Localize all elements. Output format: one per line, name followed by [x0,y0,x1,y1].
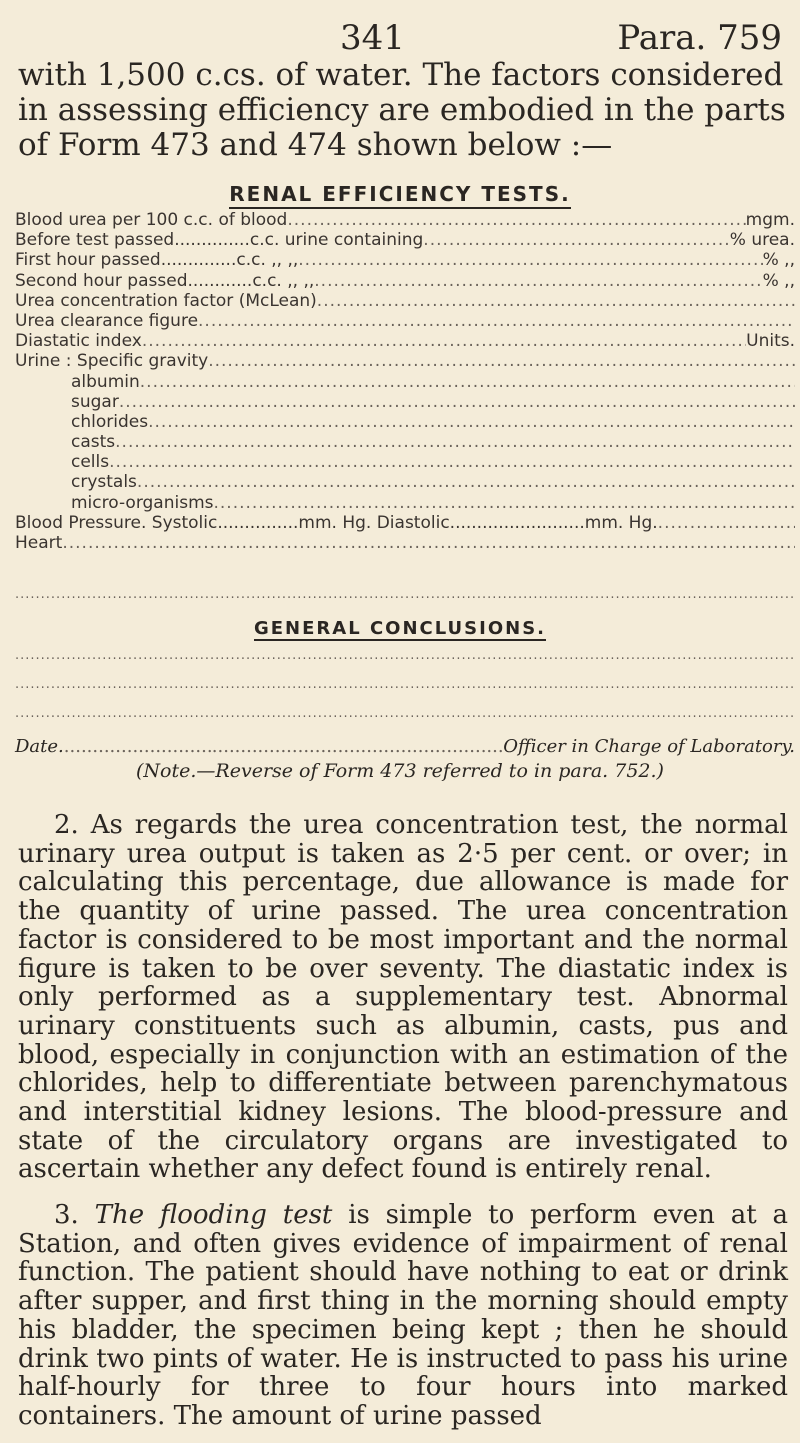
form-row-label: Diastatic index [15,331,142,352]
form-row-label: Urine : Specific gravity [15,351,209,372]
form-title: RENAL EFFICIENCY TESTS. [0,182,800,206]
dotted-line [15,587,795,601]
form-note: (Note.—Reverse of Form 473 referred to in para. 752.) [136,760,664,782]
form-row-label: Before test passed..............c.c. urine containing [15,230,424,251]
intro-paragraph: with 1,500 c.cs. of water. The factors considered in assessing efficiency are embodied in the parts of Form 473 and 474 shown below :— [18,57,786,163]
form-row-label: Urea clearance figure [15,310,199,331]
form-row [15,331,795,351]
form-row [15,250,795,270]
renal-tests-form [15,210,795,553]
form-row [15,533,795,553]
form-row [15,412,795,432]
form-row [15,291,795,311]
form-row-label: chlorides [71,411,149,432]
dotted-line [15,706,795,720]
dotted-line [15,677,795,691]
form-row-label: albumin [71,371,140,392]
form-row-label: First hour passed..............c.c. ,, ,, [15,250,299,271]
date-officer-line [15,736,795,757]
form-row [15,472,795,492]
form-row-unit: mgm. [745,210,795,230]
form-row-unit: % urea. [729,230,795,251]
form-row-label: Second hour passed............c.c. ,, ,, [15,270,315,291]
form-row-label: sugar [71,391,119,412]
paragraph-2: 2. As regards the urea concentration test, the normal urinary urea output is taken as 2·5 per cent. or over; in calculating this percentage, due allowance is made for the quantity of urine passed. The urea concentration factor is considered to be most important and the normal figure is taken to be over seventy. The diastatic index is only performed as a supplementary test. Abnormal urinary constituents such as albumin, casts, pus and blood, especially in conjunction with an estimation of the chlorides, help to differentiate between parenchymatous and interstitial kidney lesions. The blood-pressure and state of the circulatory organs are investigated to ascertain whether any defect found is entirely renal. [18,810,788,1185]
paragraph-reference: Para. 759 [617,18,782,58]
form-row-label: micro-organisms [71,492,214,513]
form-row [15,513,795,533]
form-row-label: casts [71,432,116,453]
conclusions-title: GENERAL CONCLUSIONS. [253,618,547,639]
form-row [15,311,795,331]
form-row-label: Heart [15,533,63,553]
date-label: Date. [15,736,64,757]
form-row-unit: % ,, [762,250,795,271]
form-row [15,351,795,371]
form-row [15,493,795,513]
form-row [15,372,795,392]
form-row [15,392,795,412]
flooding-test-term: The flooding test [94,1200,333,1230]
form-row [15,271,795,291]
form-row [15,432,795,452]
form-row-unit: % ,, [762,270,795,291]
form-row [15,230,795,250]
form-row-label: Blood urea per 100 c.c. of blood [15,210,288,230]
dotted-line [15,648,795,662]
form-row-label: cells [71,452,110,473]
page-header [0,18,800,62]
form-row [15,210,795,230]
form-row-label: Blood Pressure. Systolic...............mm. Hg. Diastolic.........................mm. Hg. [15,512,658,533]
page-number: 341 [340,18,405,58]
form-row [15,452,795,472]
paragraph-3: 3. The flooding test is simple to perform even at a Station, and often gives evidence of impairment of renal function. The patient should have nothing to eat or drink after supper, and first thing in the morning should empty his bladder, the specimen being kept ; then he should drink two pints of water. He is instructed to pass his urine half-hourly for three to four hours into marked containers. The amount of urine passed [18,1200,789,1431]
form-row-label: Urea concentration factor (McLean) [15,290,317,311]
form-row-unit: Units. [746,331,795,352]
form-row-label: crystals [71,472,137,493]
officer-label: Officer in Charge of Laboratory. [503,736,795,757]
